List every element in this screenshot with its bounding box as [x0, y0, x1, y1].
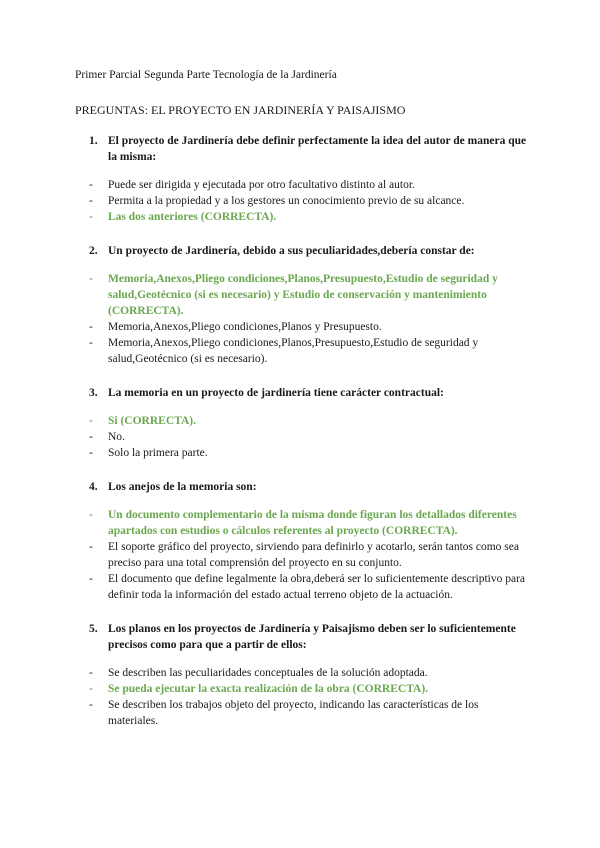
option-text: Las dos anteriores (CORRECTA).: [108, 211, 277, 223]
option-item: [75, 697, 530, 729]
option-text: El soporte gráfico del proyecto, sirviendo para definirlo y acotarlo, serán tantos como sea preciso para una total comprensión del proyecto en su conjunto.: [108, 541, 519, 569]
dash-bullet: -: [89, 431, 93, 443]
question-number: 5.: [89, 623, 98, 635]
option-item: [75, 177, 530, 193]
question-5: [75, 621, 530, 653]
option-list: [75, 271, 530, 367]
dash-bullet: -: [89, 667, 93, 679]
option-text: Se describen las peculiaridades conceptuales de la solución adoptada.: [108, 667, 428, 679]
document-subtitle: PREGUNTAS: EL PROYECTO EN JARDINERÍA Y PAISAJISMO: [75, 103, 406, 117]
question-number: 2.: [89, 245, 98, 257]
option-item: [75, 445, 530, 461]
option-text: Permita a la propiedad y a los gestores un conocimiento previo de su alcance.: [108, 195, 465, 207]
correct-option: [75, 271, 530, 319]
option-text: Si (CORRECTA).: [108, 415, 196, 427]
question-4: [75, 479, 530, 495]
option-text: Se describen los trabajos objeto del proyecto, indicando las características de los materiales.: [108, 699, 479, 727]
option-text: Memoria,Anexos,Pliego condiciones,Planos,Presupuesto,Estudio de seguridad y salud,Geotécnico (si es necesario) y Estudio de conservación y mantenimiento (CORRECTA).: [108, 273, 498, 317]
question-text: El proyecto de Jardinería debe definir perfectamente la idea del autor de manera que la misma:: [108, 135, 527, 163]
option-item: [75, 429, 530, 445]
option-text: El documento que define legalmente la obra,deberá ser lo suficientemente descriptivo para definir toda la información del estado actual terreno objeto de la actuación.: [108, 573, 526, 601]
option-text: Memoria,Anexos,Pliego condiciones,Planos,Presupuesto,Estudio de seguridad y salud,Geotécnico (si es necesario).: [108, 337, 479, 365]
dash-bullet: -: [89, 573, 93, 585]
option-text: Un documento complementario de la misma donde figuran los detallados diferentes apartados con estudios o cálculos referentes al proyecto (CORRECTA).: [108, 509, 517, 537]
question-2: [75, 243, 530, 259]
correct-option: [75, 413, 530, 429]
correct-option: [75, 507, 530, 539]
correct-option: [75, 209, 530, 225]
dash-bullet: -: [89, 447, 93, 459]
option-list: [75, 507, 530, 603]
option-text: Memoria,Anexos,Pliego condiciones,Planos y Presupuesto.: [108, 321, 382, 333]
dash-bullet: -: [89, 179, 93, 191]
question-text: La memoria en un proyecto de jardinería tiene carácter contractual:: [108, 387, 444, 399]
option-list: [75, 177, 530, 225]
question-text: Los anejos de la memoria son:: [108, 481, 257, 493]
dash-bullet: -: [89, 273, 93, 285]
correct-option: [75, 681, 530, 697]
dash-bullet: -: [89, 321, 93, 333]
dash-bullet: -: [89, 699, 93, 711]
option-text: Solo la primera parte.: [108, 447, 208, 459]
question-number: 1.: [89, 135, 98, 147]
option-text: Puede ser dirigida y ejecutada por otro facultativo distinto al autor.: [108, 179, 415, 191]
dash-bullet: -: [89, 683, 93, 695]
dash-bullet: -: [89, 337, 93, 349]
question-list: [75, 133, 530, 729]
option-item: [75, 571, 530, 603]
dash-bullet: -: [89, 541, 93, 553]
question-1: [75, 133, 530, 165]
document-title: Primer Parcial Segunda Parte Tecnología de la Jardinería: [75, 69, 337, 81]
question-text: Los planos en los proyectos de Jardinería y Paisajismo deben ser lo suficientemente precisos como para que a partir de ellos:: [108, 623, 516, 651]
option-item: [75, 335, 530, 367]
question-text: Un proyecto de Jardinería, debido a sus peculiaridades,debería constar de:: [108, 245, 475, 257]
dash-bullet: -: [89, 195, 93, 207]
option-item: [75, 193, 530, 209]
option-text: No.: [108, 431, 125, 443]
option-item: [75, 539, 530, 571]
option-item: [75, 665, 530, 681]
dash-bullet: -: [89, 509, 93, 521]
question-3: [75, 385, 530, 401]
question-number: 3.: [89, 387, 98, 399]
option-item: [75, 319, 530, 335]
dash-bullet: -: [89, 415, 93, 427]
option-list: [75, 665, 530, 729]
dash-bullet: -: [89, 211, 93, 223]
option-list: [75, 413, 530, 461]
option-text: Se pueda ejecutar la exacta realización de la obra (CORRECTA).: [108, 683, 429, 695]
question-number: 4.: [89, 481, 98, 493]
